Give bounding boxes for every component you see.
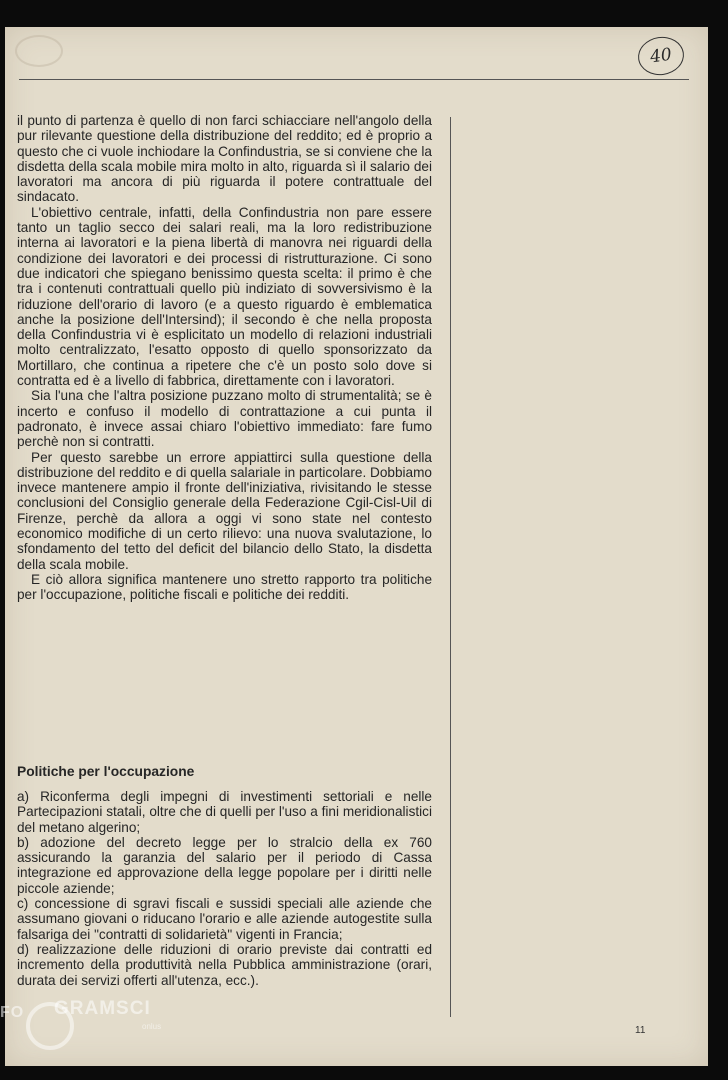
page-number: 11 bbox=[635, 1025, 646, 1036]
list-item: a) Riconferma degli impegni di investimenti settoriali e nelle Partecipazioni statali, oltre che di quelli per l'uso a fini meridionalistici del metano algerino; bbox=[17, 789, 432, 835]
faded-stamp bbox=[15, 35, 63, 67]
watermark-suffix: onlus bbox=[142, 1022, 162, 1031]
list-item: c) concessione di sgravi fiscali e sussidi speciali alle aziende che assumano giovani o riducano l'orario e alle aziende autogestite sulla falsariga dei "contratti di solidarietà" vigenti in Francia; bbox=[17, 896, 432, 942]
paragraph: Sia l'una che l'altra posizione puzzano molto di strumentalità; se è incerto e confuso il modello di contrattazione a cui punta il padronato, è invece assai chiaro l'obiettivo immediato: fare fumo perchè non si contratti. bbox=[17, 388, 432, 450]
watermark-name: GRAMSCI bbox=[54, 998, 151, 1019]
archive-watermark bbox=[0, 992, 180, 1052]
handwritten-page-note bbox=[636, 34, 687, 78]
list-item: b) adozione del decreto legge per lo stralcio della ex 760 assicurando la garanzia del salario per il periodo di Cassa integrazione ed approvazione della legge popolare per i diritti nelle piccole aziende; bbox=[17, 834, 432, 896]
paragraph: il punto di partenza è quello di non farci schiacciare nell'angolo della pur rilevante questione della distribuzione del reddito; ed è proprio a questo che ci vuole inchiodare la Confindustria, se si conviene che la disdetta della scala mobile mira molto in alto, riguarda sì il salario dei lavoratori ma ancora di più riguarda il potere contrattuale del sindacato. bbox=[17, 113, 432, 205]
section-title: Politiche per l'occupazione bbox=[17, 764, 195, 779]
handwritten-note-text: 40 bbox=[648, 44, 674, 68]
paragraph: E ciò allora significa mantenere uno stretto rapporto tra politiche per l'occupazione, politiche fiscali e politiche dei redditi. bbox=[17, 571, 432, 603]
paragraph: L'obiettivo centrale, infatti, della Confindustria non pare essere tanto un taglio secco dei salari reali, ma la loro redistribuzione interna ai lavoratori e la piena libertà di manovra nei riguardi della condizione dei lavoratori e dei processi di ristrutturazione. Ci sono due indicatori che spiegano benissimo questa scelta: il primo è che tra i contenuti contrattuali quello più indiziato di sovversivismo è la riduzione dell'orario di lavoro (e a questo riguardo è emblematica anche la posizione dell'Intersind); il secondo è che nella proposta della Confindustria vi è esplicitato un modello di relazioni industriali molto centralizzato, l'esatto opposto di quello sponsorizzato da Mortillaro, che continua a ripetere che c'è un posto solo dove si contratta ed è a livello di fabbrica, direttamente con i lavoratori. bbox=[17, 204, 432, 389]
document-page bbox=[5, 27, 708, 1066]
paragraph: Per questo sarebbe un errore appiattirci sulla questione della distribuzione del reddito e di quella salariale in particolare. Dobbiamo invece mantenere ampio il fronte dell'iniziativa, rivisitando le stesse conclusioni del Consiglio generale della Federazione Cgil-Cisl-Uil di Firenze, perchè da allora a oggi vi sono state nel contesto economico modifiche di un certo rilievo: una nuova svalutazione, lo sfondamento del tetto del deficit del bilancio dello Stato, la disdetta della scala mobile. bbox=[17, 449, 432, 572]
watermark-prefix: FO bbox=[0, 1004, 25, 1021]
column-rule bbox=[450, 117, 451, 1017]
header-rule bbox=[19, 79, 689, 80]
policy-list bbox=[17, 789, 432, 988]
body-text bbox=[17, 113, 432, 603]
list-item: d) realizzazione delle riduzioni di orario previste dai contratti ed incremento della produttività nella Pubblica amministrazione (orari, durata dei servizi offerti all'utenza, ecc.). bbox=[17, 941, 432, 988]
